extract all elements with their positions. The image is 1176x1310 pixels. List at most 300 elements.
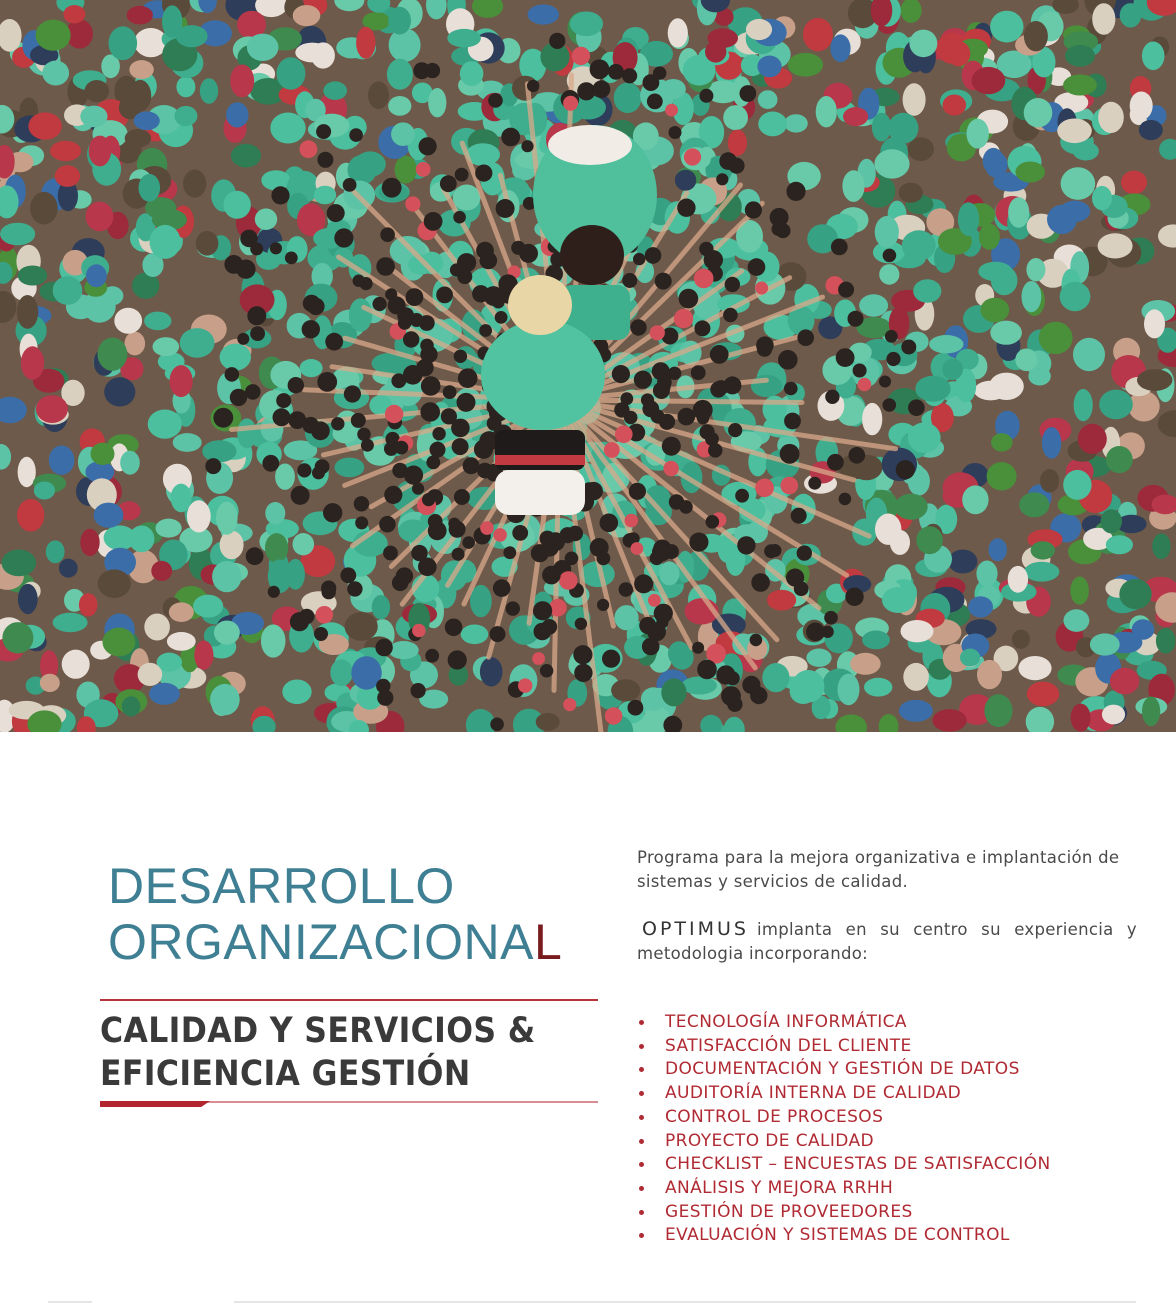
crowd-person bbox=[1063, 470, 1091, 500]
crowd-person bbox=[879, 264, 899, 285]
crowd-person bbox=[1101, 509, 1122, 533]
crowd-head bbox=[385, 405, 403, 423]
crowd-person bbox=[1018, 656, 1051, 680]
feature-label: EVALUACIÓN Y SISTEMAS DE CONTROL bbox=[665, 1225, 1010, 1246]
crowd-head bbox=[689, 533, 708, 552]
crowd-person bbox=[36, 395, 68, 423]
crowd-person bbox=[1120, 3, 1142, 27]
crowd-person bbox=[974, 381, 1007, 401]
crowd-person bbox=[349, 298, 372, 332]
crowd-head bbox=[848, 311, 864, 327]
crowd-person bbox=[1039, 322, 1073, 354]
crowd-person bbox=[59, 559, 78, 578]
crowd-head bbox=[492, 296, 505, 309]
crowd-head bbox=[622, 68, 637, 83]
crowd-person bbox=[659, 561, 679, 585]
crowd-person bbox=[335, 458, 365, 478]
feature-label: CHECKLIST – ENCUESTAS DE SATISFACCIÓN bbox=[665, 1154, 1051, 1175]
crowd-person bbox=[909, 30, 937, 58]
feature-label: AUDITORÍA INTERNA DE CALIDAD bbox=[665, 1083, 962, 1104]
crowd-head bbox=[316, 124, 331, 139]
crowd-head bbox=[268, 586, 280, 598]
crowd-person bbox=[1065, 45, 1095, 67]
crowd-person bbox=[1019, 492, 1049, 517]
crowd-person bbox=[1073, 142, 1099, 161]
crowd-person bbox=[34, 482, 55, 500]
crowd-person bbox=[1047, 205, 1077, 234]
crowd-person bbox=[864, 678, 892, 697]
crowd-head bbox=[501, 128, 520, 147]
crowd-person bbox=[40, 674, 60, 692]
crowd-person bbox=[150, 225, 181, 259]
crowd-head bbox=[521, 140, 533, 152]
crowd-person bbox=[859, 294, 888, 316]
crowd-person bbox=[139, 174, 161, 202]
crowd-head bbox=[549, 33, 565, 49]
crowd-person bbox=[122, 696, 141, 716]
crowd-person bbox=[323, 81, 347, 100]
feature-label: PROYECTO DE CALIDAD bbox=[665, 1130, 875, 1151]
crowd-head bbox=[436, 287, 453, 304]
crowd-person bbox=[1015, 162, 1045, 183]
crowd-head bbox=[397, 307, 414, 324]
crowd-person bbox=[1008, 566, 1028, 593]
crowd-person bbox=[792, 670, 824, 703]
crowd-person bbox=[18, 584, 38, 614]
crowd-head bbox=[288, 411, 306, 429]
crowd-person bbox=[372, 595, 390, 619]
crowd-person bbox=[977, 660, 1002, 689]
crowd-head bbox=[334, 228, 353, 247]
crowd-head bbox=[440, 175, 457, 192]
crowd-person bbox=[193, 595, 223, 618]
bullet-icon bbox=[639, 1233, 644, 1238]
crowd-person bbox=[214, 621, 240, 645]
crowd-person bbox=[293, 5, 321, 26]
crowd-person bbox=[874, 149, 909, 178]
crowd-person bbox=[890, 530, 910, 555]
crowd-head bbox=[619, 582, 633, 596]
crowd-head bbox=[285, 252, 298, 265]
feature-item bbox=[637, 1177, 1051, 1201]
crowd-person bbox=[902, 230, 936, 260]
crowd-person bbox=[46, 540, 65, 563]
crowd-person bbox=[231, 144, 261, 168]
crowd-person bbox=[850, 653, 881, 675]
crowd-person bbox=[120, 451, 140, 475]
crowd-head bbox=[608, 64, 624, 80]
crowd-head bbox=[325, 333, 343, 351]
crowd-head bbox=[421, 376, 441, 396]
crowd-person bbox=[148, 410, 182, 439]
crowd-head bbox=[455, 168, 469, 182]
crowd-person bbox=[816, 96, 837, 127]
crowd-head bbox=[748, 258, 766, 276]
feature-item bbox=[637, 1153, 1051, 1177]
crowd-person bbox=[153, 337, 180, 356]
crowd-person bbox=[94, 503, 124, 528]
crowd-person bbox=[109, 26, 138, 60]
crowd-head bbox=[472, 285, 489, 302]
crowd-person bbox=[86, 202, 114, 232]
crowd-head bbox=[737, 536, 755, 554]
crowd-head bbox=[694, 320, 710, 336]
crowd-head bbox=[723, 308, 738, 323]
title-line-2: ORGANIZACIONA bbox=[108, 914, 534, 970]
crowd-head bbox=[806, 623, 825, 642]
crowd-person bbox=[916, 526, 943, 554]
crowd-head bbox=[808, 477, 821, 490]
crowd-person bbox=[843, 107, 868, 126]
crowd-person bbox=[387, 59, 413, 90]
crowd-head bbox=[597, 599, 609, 611]
crowd-person bbox=[985, 152, 1008, 178]
crowd-person bbox=[762, 663, 789, 692]
crowd-person bbox=[200, 78, 218, 104]
crowd-head bbox=[340, 567, 356, 583]
crowd-head bbox=[786, 182, 805, 201]
crowd-head bbox=[634, 371, 652, 389]
crowd-head bbox=[625, 514, 639, 528]
crowd-head bbox=[757, 342, 772, 357]
title-divider bbox=[100, 999, 598, 1001]
title-line-2-accent: L bbox=[533, 914, 563, 970]
crowd-head bbox=[479, 324, 492, 337]
intro-paragraph: Programa para la mejora organizativa e implantación de sistemas y servicios de calidad. bbox=[637, 848, 1120, 891]
bullet-icon bbox=[639, 1139, 644, 1144]
crowd-person bbox=[461, 625, 489, 645]
crowd-head bbox=[745, 201, 762, 218]
crowd-head bbox=[533, 601, 552, 620]
crowd-head bbox=[480, 252, 498, 270]
crowd-head bbox=[418, 558, 437, 577]
crowd-head bbox=[896, 460, 915, 479]
crowd-head bbox=[631, 542, 644, 555]
feature-label: SATISFACCIÓN DEL CLIENTE bbox=[665, 1035, 912, 1056]
crowd-head bbox=[420, 339, 434, 353]
crowd-head bbox=[518, 678, 532, 692]
crowd-person bbox=[63, 5, 85, 23]
crowd-head bbox=[426, 456, 440, 470]
crowd-person bbox=[226, 102, 248, 127]
crowd-head bbox=[452, 438, 469, 455]
crowd-person bbox=[1106, 446, 1133, 473]
bullet-icon bbox=[639, 1067, 644, 1072]
crowd-person bbox=[1130, 92, 1153, 120]
crowd-person bbox=[903, 83, 926, 116]
crowd-person bbox=[30, 192, 58, 225]
crowd-head bbox=[327, 204, 345, 222]
crowd-person bbox=[270, 113, 305, 144]
page-title bbox=[108, 858, 562, 970]
crowd-person bbox=[882, 587, 915, 613]
footer-divider-gap bbox=[92, 1300, 234, 1304]
crowd-person bbox=[167, 632, 196, 651]
crowd-person bbox=[990, 11, 1023, 43]
crowd-person bbox=[2, 550, 37, 577]
crowd-head bbox=[519, 244, 538, 263]
crowd-head bbox=[630, 319, 646, 335]
crowd-person bbox=[187, 500, 211, 532]
crowd-head bbox=[648, 594, 661, 607]
optimus-text: implanta en su centro su experiencia y metodologia incorporando: bbox=[637, 920, 1137, 963]
crowd-person bbox=[80, 529, 99, 556]
crowd-head bbox=[405, 196, 420, 211]
crowd-person bbox=[261, 170, 290, 190]
crowd-person bbox=[806, 649, 831, 667]
crowd-head bbox=[622, 273, 637, 288]
crowd-person bbox=[49, 446, 75, 475]
crowd-person bbox=[183, 170, 206, 198]
crowd-person bbox=[212, 561, 241, 592]
crowd-person bbox=[1106, 535, 1133, 554]
crowd-person bbox=[220, 531, 244, 560]
crowd-head bbox=[291, 486, 310, 505]
crowd-person bbox=[1042, 427, 1061, 459]
crowd-head bbox=[728, 423, 742, 437]
feature-item bbox=[637, 1082, 1051, 1106]
crowd-head bbox=[853, 364, 867, 378]
crowd-head bbox=[457, 393, 476, 412]
crowd-person bbox=[53, 613, 88, 632]
crowd-head bbox=[839, 493, 852, 506]
crowd-head bbox=[384, 486, 402, 504]
crowd-person bbox=[947, 41, 970, 66]
crowd-head bbox=[351, 413, 366, 428]
crowd-head bbox=[728, 158, 744, 174]
crowd-head bbox=[213, 408, 233, 428]
crowd-head bbox=[376, 679, 390, 693]
crowd-person bbox=[1008, 197, 1029, 228]
crowd-person bbox=[174, 106, 197, 126]
crowd-head bbox=[602, 650, 620, 668]
crowd-head bbox=[836, 348, 855, 367]
crowd-head bbox=[480, 521, 494, 535]
crowd-person bbox=[1063, 75, 1097, 96]
title-line-1: DESARROLLO bbox=[108, 858, 455, 914]
crowd-head bbox=[453, 211, 466, 224]
crowd-head bbox=[629, 483, 646, 500]
crowd-person bbox=[908, 422, 941, 453]
crowd-person bbox=[173, 433, 202, 452]
crowd-head bbox=[488, 93, 503, 108]
crowd-person bbox=[1142, 697, 1160, 727]
crowd-head bbox=[652, 543, 671, 562]
subtitle-line-1: CALIDAD Y SERVICIOS & bbox=[100, 1011, 536, 1051]
crowd-head bbox=[450, 263, 463, 276]
crowd-head bbox=[778, 350, 798, 370]
crowd-head bbox=[413, 62, 430, 79]
crowd-head bbox=[205, 458, 221, 474]
crowd-person bbox=[1057, 119, 1092, 144]
crowd-person bbox=[929, 335, 963, 353]
crowd-head bbox=[784, 382, 798, 396]
crowd-person bbox=[1064, 609, 1090, 632]
crowd-person bbox=[1070, 577, 1089, 605]
optimus-paragraph bbox=[637, 917, 1137, 966]
crowd-head bbox=[379, 516, 396, 533]
crowd-person bbox=[180, 328, 215, 358]
crowd-head bbox=[490, 626, 506, 642]
crowd-head bbox=[448, 518, 460, 530]
crowd-person bbox=[103, 628, 136, 657]
crowd-person bbox=[1137, 369, 1172, 391]
crowd-person bbox=[314, 186, 336, 205]
crowd-head bbox=[827, 454, 844, 471]
crowd-person bbox=[899, 700, 933, 722]
crowd-person bbox=[1102, 705, 1125, 725]
crowd-head bbox=[615, 426, 633, 444]
crowd-person bbox=[899, 183, 923, 203]
crowd-head bbox=[527, 80, 539, 92]
crowd-person bbox=[129, 526, 155, 553]
crowd-head bbox=[825, 390, 839, 404]
crowd-person bbox=[220, 344, 251, 371]
crowd-person bbox=[1026, 258, 1045, 281]
crowd-person bbox=[282, 680, 311, 705]
crowd-head bbox=[395, 441, 409, 455]
crowd-person bbox=[50, 141, 81, 161]
crowd-head bbox=[322, 585, 336, 599]
crowd-person bbox=[1110, 668, 1139, 695]
crowd-head bbox=[443, 385, 457, 399]
crowd-head bbox=[240, 230, 258, 248]
crowd-person bbox=[723, 105, 748, 130]
crowd-person bbox=[614, 83, 642, 114]
crowd-head bbox=[493, 528, 507, 542]
crowd-head bbox=[430, 442, 446, 458]
crowd-head bbox=[650, 325, 665, 340]
crowd-head bbox=[797, 329, 814, 346]
crowd-head bbox=[655, 273, 672, 290]
crowd-person bbox=[134, 111, 160, 130]
crowd-head bbox=[314, 627, 328, 641]
crowd-person bbox=[1092, 186, 1112, 210]
crowd-head bbox=[422, 493, 435, 506]
crowd-head bbox=[454, 489, 470, 505]
crowd-person bbox=[1098, 233, 1133, 258]
crowd-head bbox=[262, 455, 279, 472]
crowd-person bbox=[311, 42, 335, 68]
crowd-person bbox=[830, 34, 850, 62]
crowd-head bbox=[250, 326, 265, 341]
crowd-person bbox=[984, 694, 1012, 727]
crowd-head bbox=[786, 569, 804, 587]
crowd-head bbox=[463, 457, 480, 474]
crowd-person bbox=[987, 462, 1017, 490]
crowd-person bbox=[991, 433, 1013, 451]
crowd-head bbox=[317, 152, 333, 168]
crowd-head bbox=[674, 309, 693, 328]
crowd-head bbox=[797, 545, 812, 560]
crowd-head bbox=[691, 365, 706, 380]
crowd-head bbox=[725, 277, 740, 292]
crowd-head bbox=[901, 340, 916, 355]
crowd-head bbox=[639, 617, 656, 634]
crowd-person bbox=[1012, 630, 1030, 649]
crowd-head bbox=[512, 525, 528, 541]
section-subtitle bbox=[100, 1010, 536, 1096]
crowd-head bbox=[634, 574, 653, 593]
crowd-head bbox=[496, 199, 515, 218]
crowd-person bbox=[1040, 469, 1059, 493]
optimus-logo: OPTIMUS bbox=[642, 918, 749, 940]
crowd-person bbox=[862, 631, 890, 650]
crowd-person bbox=[661, 678, 686, 706]
crowd-person bbox=[980, 298, 1009, 323]
crowd-person bbox=[1121, 171, 1147, 195]
crowd-head bbox=[575, 618, 587, 630]
crowd-person bbox=[345, 612, 378, 641]
crowd-head bbox=[565, 552, 579, 566]
crowd-head bbox=[849, 447, 866, 464]
crowd-head bbox=[534, 623, 552, 641]
crowd-head bbox=[532, 652, 545, 665]
crowd-head bbox=[300, 140, 318, 158]
crowd-head bbox=[653, 66, 666, 79]
bullet-icon bbox=[639, 1115, 644, 1120]
feature-item bbox=[637, 1106, 1051, 1130]
bullet-icon bbox=[639, 1186, 644, 1191]
crowd-person bbox=[1015, 349, 1037, 372]
crowd-person bbox=[536, 713, 560, 731]
crowd-person bbox=[368, 81, 389, 109]
crowd-head bbox=[542, 566, 561, 585]
feature-item bbox=[637, 1224, 1051, 1248]
crowd-head bbox=[347, 581, 362, 596]
crowd-head bbox=[742, 676, 760, 694]
crowd-person bbox=[398, 519, 428, 542]
crowd-person bbox=[990, 321, 1022, 345]
crowd-person bbox=[129, 80, 151, 112]
crowd-head bbox=[563, 698, 576, 711]
crowd-head bbox=[879, 376, 891, 388]
crowd-head bbox=[735, 489, 749, 503]
crowd-head bbox=[684, 148, 701, 165]
crowd-person bbox=[960, 649, 980, 667]
crowd-person bbox=[1156, 628, 1176, 654]
crowd-head bbox=[380, 227, 395, 242]
crowd-head bbox=[563, 96, 578, 111]
crowd-person bbox=[1092, 3, 1115, 35]
crowd-person bbox=[1090, 633, 1120, 655]
crowd-person bbox=[169, 602, 194, 622]
crowd-head bbox=[654, 604, 673, 623]
crowd-person bbox=[1139, 120, 1163, 140]
crowd-person bbox=[79, 593, 98, 616]
crowd-head bbox=[679, 500, 693, 514]
crowd-head bbox=[361, 439, 374, 452]
crowd-head bbox=[662, 437, 681, 456]
feature-label: TECNOLOGÍA INFORMÁTICA bbox=[665, 1012, 907, 1032]
crowd-person bbox=[55, 165, 80, 187]
crowd-head bbox=[633, 253, 645, 265]
crowd-head bbox=[312, 466, 325, 479]
crowd-head bbox=[493, 579, 511, 597]
crowd-person bbox=[300, 359, 323, 377]
crowd-person bbox=[86, 264, 107, 287]
crowd-person bbox=[247, 34, 279, 61]
crowd-head bbox=[276, 393, 291, 408]
bullet-icon bbox=[639, 1162, 644, 1167]
crowd-head bbox=[721, 686, 741, 706]
crowd-head bbox=[490, 718, 504, 732]
crowd-person bbox=[784, 114, 808, 132]
crowd-person bbox=[91, 443, 115, 465]
crowd-head bbox=[679, 289, 699, 309]
crowd-person bbox=[1024, 21, 1048, 51]
crowd-person bbox=[17, 295, 38, 329]
